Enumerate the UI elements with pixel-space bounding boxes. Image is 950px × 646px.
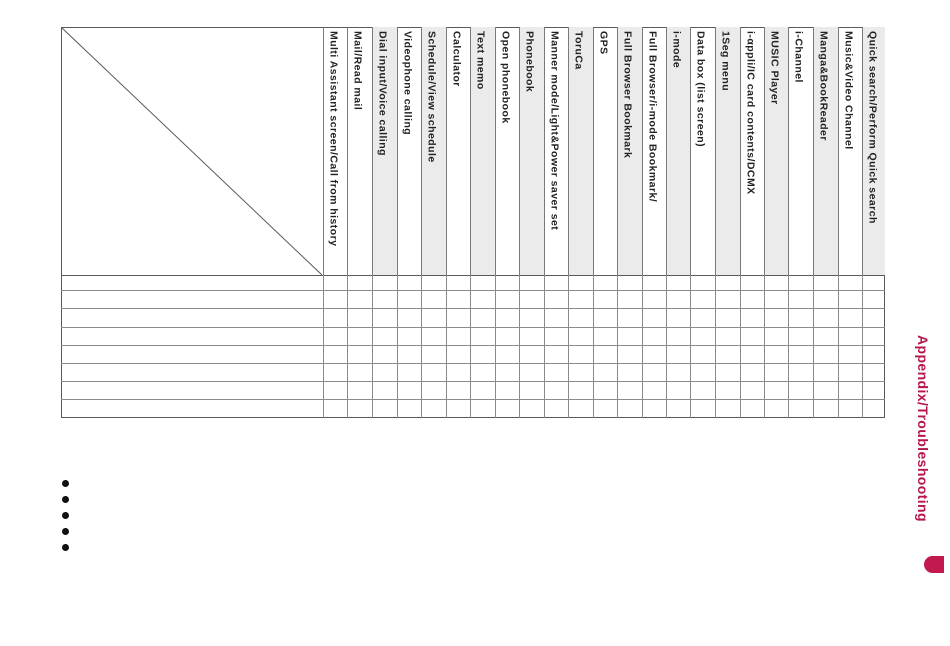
bullet-point (62, 528, 69, 535)
table-column-divider (323, 275, 324, 418)
header-bottom-rule (61, 275, 885, 276)
column-header (740, 27, 764, 275)
bullet-point (62, 496, 69, 503)
column-header (372, 27, 397, 275)
table-column-divider (690, 275, 691, 418)
bullet-point (62, 544, 69, 551)
column-header (666, 27, 690, 275)
table-column-divider (470, 275, 471, 418)
column-header-label: Manner mode/Light&Power saver set (548, 31, 561, 231)
column-header (593, 27, 617, 275)
table-row-divider (61, 308, 885, 309)
table-column-divider (813, 275, 814, 418)
table-column-divider (495, 275, 496, 418)
column-header (568, 27, 593, 275)
column-header-label: MUSIC Player (768, 31, 781, 105)
column-header (347, 27, 372, 275)
column-header-label: GPS (597, 31, 610, 55)
section-title: Appendix/Troubleshooting (915, 335, 931, 522)
column-header (470, 27, 495, 275)
table-column-divider (642, 275, 643, 418)
column-header-label: Data box (list screen) (694, 31, 707, 148)
column-header-label: Quick search/Perform Quick search (866, 31, 879, 224)
column-header (323, 27, 347, 275)
column-header-label: i-mode (670, 31, 683, 69)
column-header-label: Dial input/Voice calling (376, 31, 389, 156)
column-header (690, 27, 715, 275)
column-header-label: Mail/Read mail (351, 31, 364, 111)
table-column-divider (617, 275, 618, 418)
column-header-label: Schedule/View schedule (425, 31, 438, 163)
table-column-divider (764, 275, 765, 418)
bullet-point (62, 512, 69, 519)
table-column-divider (715, 275, 716, 418)
table-column-divider (593, 275, 594, 418)
column-header-label: i-Channel (792, 31, 805, 83)
table-column-divider (862, 275, 863, 418)
column-header-label: Open phonebook (499, 31, 512, 124)
column-header (862, 27, 885, 275)
table-column-divider (446, 275, 447, 418)
bullet-point (62, 480, 69, 487)
column-header-label: ToruCa (572, 31, 585, 70)
table-column-divider (568, 275, 569, 418)
column-header (617, 27, 642, 275)
table-row-divider (61, 290, 885, 291)
corner-diagonal-cell (61, 27, 322, 275)
table-column-divider (544, 275, 545, 418)
table-row-divider (61, 363, 885, 364)
column-header (544, 27, 568, 275)
table-row-divider (61, 327, 885, 328)
column-header-label: Calculator (450, 31, 463, 87)
column-header-label: Phonebook (523, 31, 536, 93)
column-header (446, 27, 470, 275)
table-column-divider (838, 275, 839, 418)
column-header-label: Multi Assistant screen/Call from history (327, 31, 340, 247)
column-header (838, 27, 862, 275)
table-column-divider (372, 275, 373, 418)
column-header-label: 1Seg menu (719, 31, 732, 92)
column-header (788, 27, 813, 275)
column-header (642, 27, 666, 275)
column-header-label: Manga&BookReader (817, 31, 830, 141)
column-header-label: Full Browser/i-mode Bookmark/ (646, 31, 659, 203)
table-column-divider (397, 275, 398, 418)
column-header-label: Full Browser Bookmark (621, 31, 634, 159)
column-header (764, 27, 788, 275)
table-column-divider (666, 275, 667, 418)
column-header (421, 27, 446, 275)
column-header-label: Text memo (474, 31, 487, 90)
table-row-divider (61, 399, 885, 400)
table-row-divider (61, 381, 885, 382)
column-header (397, 27, 421, 275)
table-column-divider (788, 275, 789, 418)
column-header (519, 27, 544, 275)
column-header-label: i-αppli/IC card contents/DCMX (744, 31, 757, 195)
table-column-divider (740, 275, 741, 418)
column-header-label: Videophone calling (401, 31, 414, 136)
column-header-label: Music&Video Channel (842, 31, 855, 150)
table-column-divider (347, 275, 348, 418)
column-header (715, 27, 740, 275)
table-column-divider (519, 275, 520, 418)
column-header (495, 27, 519, 275)
table-row-divider (61, 345, 885, 346)
table-column-divider (421, 275, 422, 418)
section-tab-marker (924, 556, 944, 573)
column-header (813, 27, 838, 275)
